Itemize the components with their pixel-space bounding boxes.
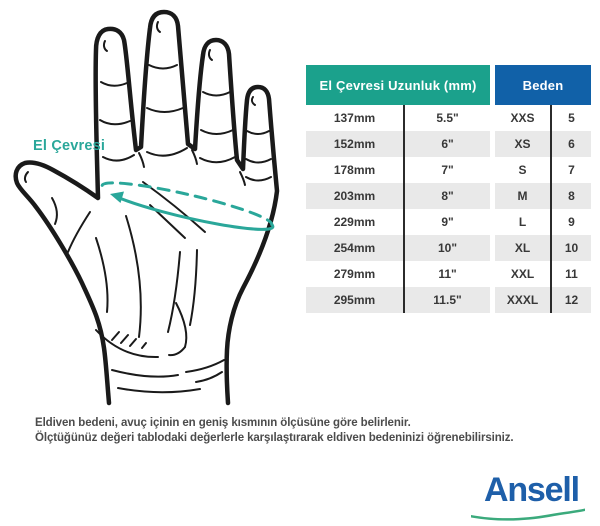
cell-mm: 137mm [306,105,403,131]
cell-num: 5 [550,105,591,131]
size-row [306,105,591,131]
cell-mm: 152mm [306,131,403,157]
size-row [306,131,591,157]
size-row [306,287,591,313]
cell-num: 7 [550,157,591,183]
cell-mm: 203mm [306,183,403,209]
cell-mm: 279mm [306,261,403,287]
size-row [306,183,591,209]
size-table [306,65,591,313]
cell-inch: 11.5" [403,287,490,313]
note-line-1: Eldiven bedeni, avuç içinin en geniş kısmının ölçüsüne göre belirlenir. [35,417,411,429]
cell-inch: 10" [403,235,490,261]
cell-mm: 229mm [306,209,403,235]
size-table-body [306,105,591,313]
cell-num: 6 [550,131,591,157]
cell-inch: 5.5" [403,105,490,131]
cell-size: XXL [495,261,550,287]
cell-size: S [495,157,550,183]
cell-size: M [495,183,550,209]
cell-num: 9 [550,209,591,235]
size-row [306,261,591,287]
hand-illustration [0,0,300,420]
cell-inch: 9" [403,209,490,235]
cell-num: 11 [550,261,591,287]
header-circumference: El Çevresi Uzunluk (mm) [306,65,490,105]
size-row [306,235,591,261]
cell-mm: 295mm [306,287,403,313]
note-line-2: Ölçtüğünüz değeri tablodaki değerlerle karşılaştırarak eldiven bedeninizi öğrenebilirsiniz. [35,431,514,444]
size-row [306,209,591,235]
cell-inch: 7" [403,157,490,183]
circumference-label: El Çevresi [33,138,106,154]
cell-size: L [495,209,550,235]
size-row [306,157,591,183]
cell-num: 10 [550,235,591,261]
ansell-logo [470,471,590,521]
footer-notes [35,416,595,445]
cell-inch: 8" [403,183,490,209]
cell-size: XS [495,131,550,157]
hand-drawing-svg [0,0,300,420]
cell-inch: 11" [403,261,490,287]
cell-num: 8 [550,183,591,209]
ansell-logo-text: Ansell [484,471,579,509]
cell-size: XXS [495,105,550,131]
cell-size: XL [495,235,550,261]
ansell-logo-swoosh-icon [470,507,586,521]
header-size: Beden [495,65,591,105]
cell-mm: 178mm [306,157,403,183]
cell-num: 12 [550,287,591,313]
size-table-header [306,65,591,105]
cell-inch: 6" [403,131,490,157]
cell-mm: 254mm [306,235,403,261]
cell-size: XXXL [495,287,550,313]
